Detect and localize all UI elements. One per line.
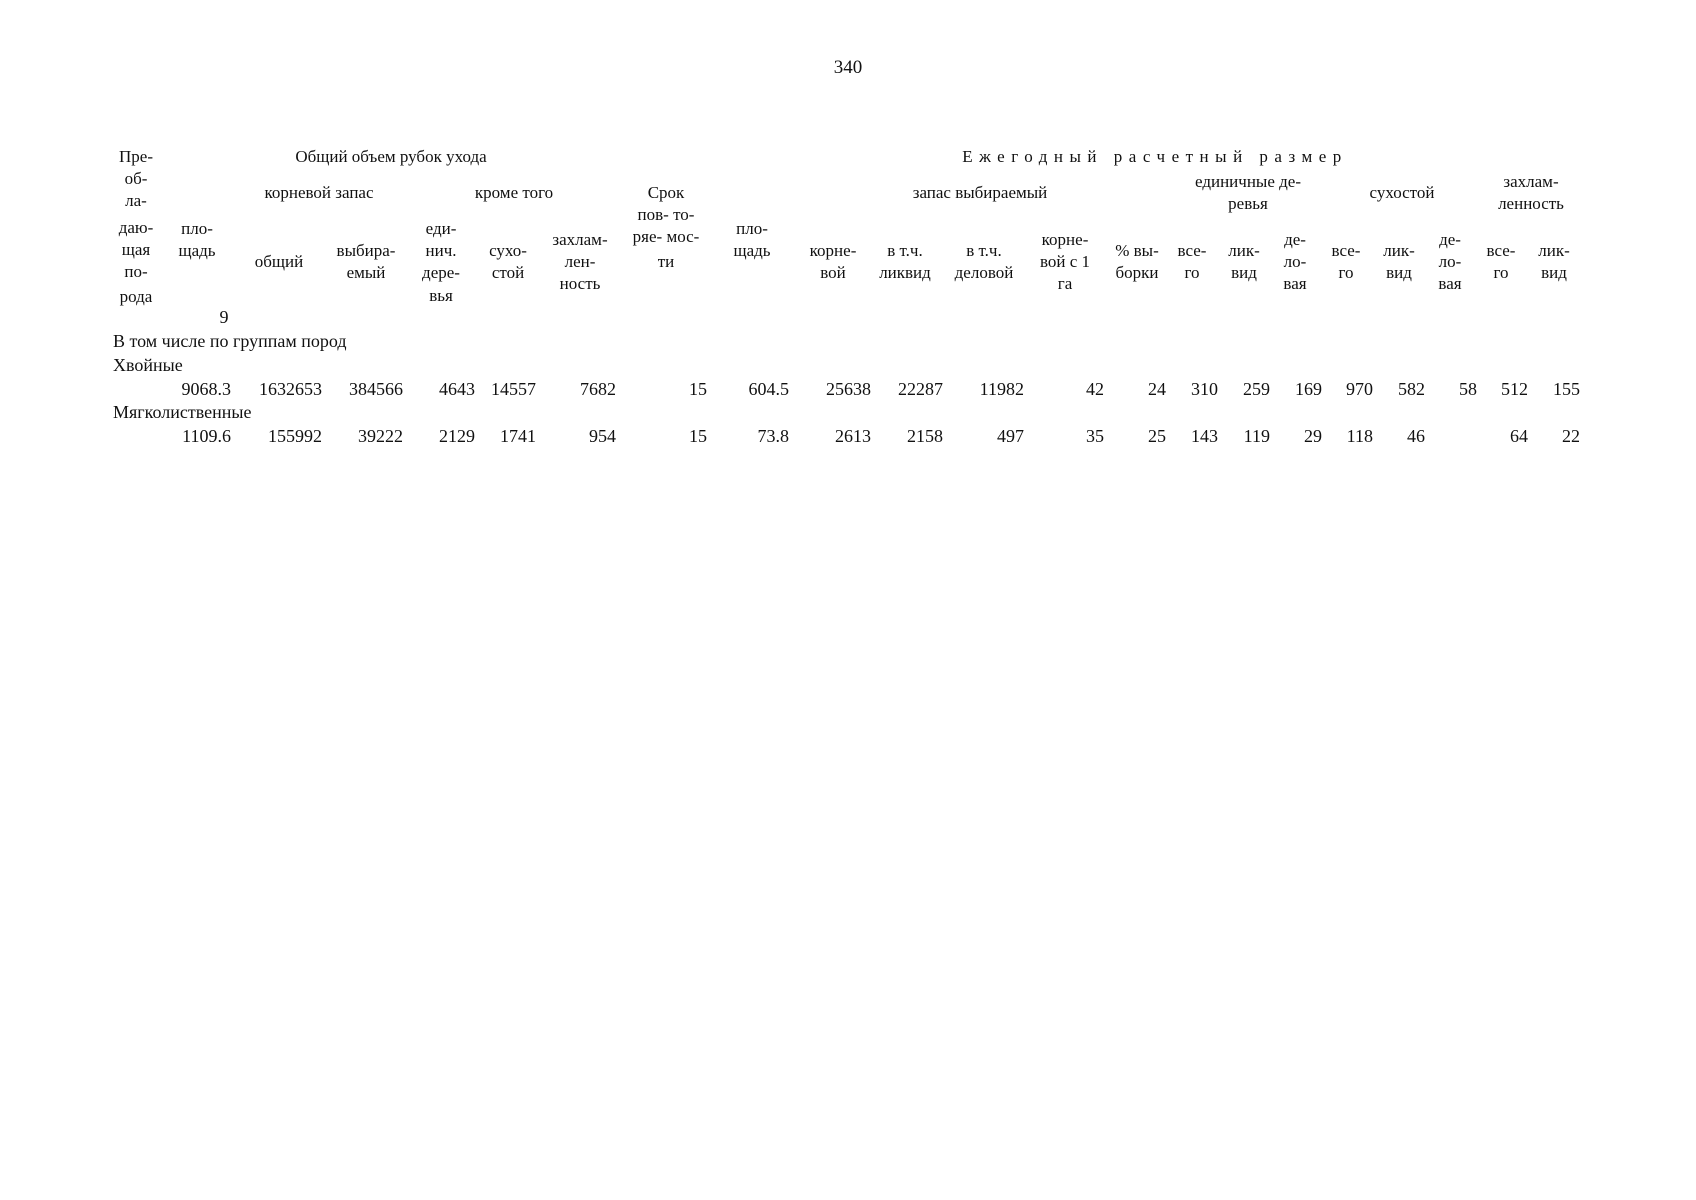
table-cell: 310 bbox=[1191, 379, 1218, 399]
header-line: в т.ч. bbox=[887, 241, 923, 260]
table-cell: 25638 bbox=[826, 379, 871, 399]
header-line: % вы- bbox=[1115, 241, 1159, 260]
table-cell: 7682 bbox=[580, 379, 616, 399]
table-cell: 118 bbox=[1346, 426, 1373, 446]
table-cell: 4643 bbox=[439, 379, 475, 399]
species-line: Пре- bbox=[119, 147, 153, 166]
header-line: вой с 1 bbox=[1039, 252, 1091, 271]
table-cell: 73.8 bbox=[757, 426, 789, 446]
header-line: лен- bbox=[564, 252, 596, 271]
table-cell: 22287 bbox=[898, 379, 943, 399]
header-line: сухо- bbox=[489, 241, 527, 260]
header-line: корне- bbox=[1041, 230, 1089, 249]
header-line: щадь bbox=[178, 241, 216, 260]
header-line: вья bbox=[429, 286, 453, 305]
species-line: по- bbox=[124, 262, 148, 281]
header-line: захлам- bbox=[1503, 172, 1559, 191]
table-cell: 512 bbox=[1501, 379, 1528, 399]
total-header: общий bbox=[254, 252, 304, 271]
table-cell: 15 bbox=[689, 379, 707, 399]
header-line: ность bbox=[559, 274, 601, 293]
header-line: еди- bbox=[425, 219, 457, 238]
header-line: пов- то- bbox=[637, 205, 695, 224]
table-cell: 39222 bbox=[358, 426, 403, 446]
header-line: ревья bbox=[1228, 194, 1268, 213]
header-line: ликвид bbox=[879, 263, 931, 282]
header-line: лик- bbox=[1538, 241, 1570, 260]
species-line: об- bbox=[124, 169, 148, 188]
table-cell: 46 bbox=[1407, 426, 1425, 446]
table-cell: 582 bbox=[1398, 379, 1425, 399]
root-stock-header: корневой запас bbox=[264, 183, 374, 202]
table-cell: 11982 bbox=[979, 379, 1024, 399]
table-cell: 2129 bbox=[439, 426, 475, 446]
header-line: лик- bbox=[1228, 241, 1260, 260]
table-cell: 604.5 bbox=[748, 379, 789, 399]
table-cell: 42 bbox=[1086, 379, 1104, 399]
header-line: деловой bbox=[954, 263, 1014, 282]
header-line: вид bbox=[1231, 263, 1257, 282]
header-line: го bbox=[1184, 263, 1200, 282]
table-cell: 25 bbox=[1148, 426, 1166, 446]
header-line: ло- bbox=[1283, 252, 1307, 271]
selected-stock-header: запас выбираемый bbox=[912, 183, 1048, 202]
page-number: 340 bbox=[833, 57, 863, 78]
table-cell: 58 bbox=[1459, 379, 1477, 399]
header-line: вид bbox=[1541, 263, 1567, 282]
table-cell: 169 bbox=[1295, 379, 1322, 399]
group-name: Хвойные bbox=[113, 355, 183, 375]
header-line: де- bbox=[1284, 230, 1306, 249]
header-line: лик- bbox=[1383, 241, 1415, 260]
header-line: Срок bbox=[647, 183, 685, 202]
deadwood-header: сухостой bbox=[1369, 183, 1435, 202]
header-line: стой bbox=[491, 263, 525, 282]
section-title: В том числе по группам пород bbox=[113, 331, 347, 351]
species-line: щая bbox=[121, 240, 151, 259]
besides-header: кроме того bbox=[474, 183, 554, 202]
species-line: рода bbox=[119, 287, 153, 306]
table-cell: 119 bbox=[1243, 426, 1270, 446]
header-line: го bbox=[1493, 263, 1509, 282]
index-mark: 9 bbox=[219, 307, 229, 327]
table-cell: 22 bbox=[1562, 426, 1580, 446]
table-cell: 2613 bbox=[835, 426, 871, 446]
header-line: нич. bbox=[425, 241, 457, 260]
table-cell: 14557 bbox=[491, 379, 536, 399]
header-line: корне- bbox=[809, 241, 857, 260]
header-line: го bbox=[1338, 263, 1354, 282]
table-cell: 1632653 bbox=[259, 379, 322, 399]
header-line: дере- bbox=[422, 263, 460, 282]
species-line: ла- bbox=[125, 191, 147, 210]
table-cell: 497 bbox=[997, 426, 1024, 446]
annual-header: Ежегодный расчетный размер bbox=[962, 147, 1348, 166]
table-cell: 64 bbox=[1510, 426, 1528, 446]
table-cell: 384566 bbox=[349, 379, 403, 399]
header-line: все- bbox=[1486, 241, 1516, 260]
header-line: га bbox=[1057, 274, 1073, 293]
table-cell: 1109.6 bbox=[182, 426, 231, 446]
header-line: все- bbox=[1331, 241, 1361, 260]
total-volume-header: Общий объем рубок ухода bbox=[295, 147, 487, 166]
header-line: пло- bbox=[736, 219, 768, 238]
header-line: единичные де- bbox=[1195, 172, 1301, 191]
table-cell: 155 bbox=[1553, 379, 1580, 399]
header-line: ленность bbox=[1498, 194, 1564, 213]
header-line: выбира- bbox=[336, 241, 396, 260]
table-cell: 970 bbox=[1346, 379, 1373, 399]
table-cell: 24 bbox=[1148, 379, 1166, 399]
header-line: вая bbox=[1438, 274, 1462, 293]
header-line: вид bbox=[1386, 263, 1412, 282]
header-line: де- bbox=[1439, 230, 1461, 249]
header-line: в т.ч. bbox=[966, 241, 1002, 260]
header-line: вой bbox=[820, 263, 846, 282]
header-line: ло- bbox=[1438, 252, 1462, 271]
header-line: борки bbox=[1115, 263, 1159, 282]
group-name: Мягколиственные bbox=[113, 402, 252, 422]
table-cell: 2158 bbox=[907, 426, 943, 446]
header-line: вая bbox=[1283, 274, 1307, 293]
table-cell: 35 bbox=[1086, 426, 1104, 446]
table-cell: 259 bbox=[1243, 379, 1270, 399]
header-line: захлам- bbox=[552, 230, 608, 249]
header-line: емый bbox=[346, 263, 386, 282]
header-line: ти bbox=[657, 252, 675, 271]
header-line: все- bbox=[1177, 241, 1207, 260]
table-cell: 1741 bbox=[500, 426, 536, 446]
table-cell: 9068.3 bbox=[181, 379, 231, 399]
table-cell: 954 bbox=[589, 426, 616, 446]
header-line: ряе- мос- bbox=[632, 227, 700, 246]
header-line: пло- bbox=[181, 219, 213, 238]
species-line: даю- bbox=[118, 218, 154, 237]
table-cell: 155992 bbox=[268, 426, 322, 446]
table-cell: 15 bbox=[689, 426, 707, 446]
table-cell: 143 bbox=[1191, 426, 1218, 446]
header-line: щадь bbox=[733, 241, 771, 260]
table-cell: 29 bbox=[1304, 426, 1322, 446]
